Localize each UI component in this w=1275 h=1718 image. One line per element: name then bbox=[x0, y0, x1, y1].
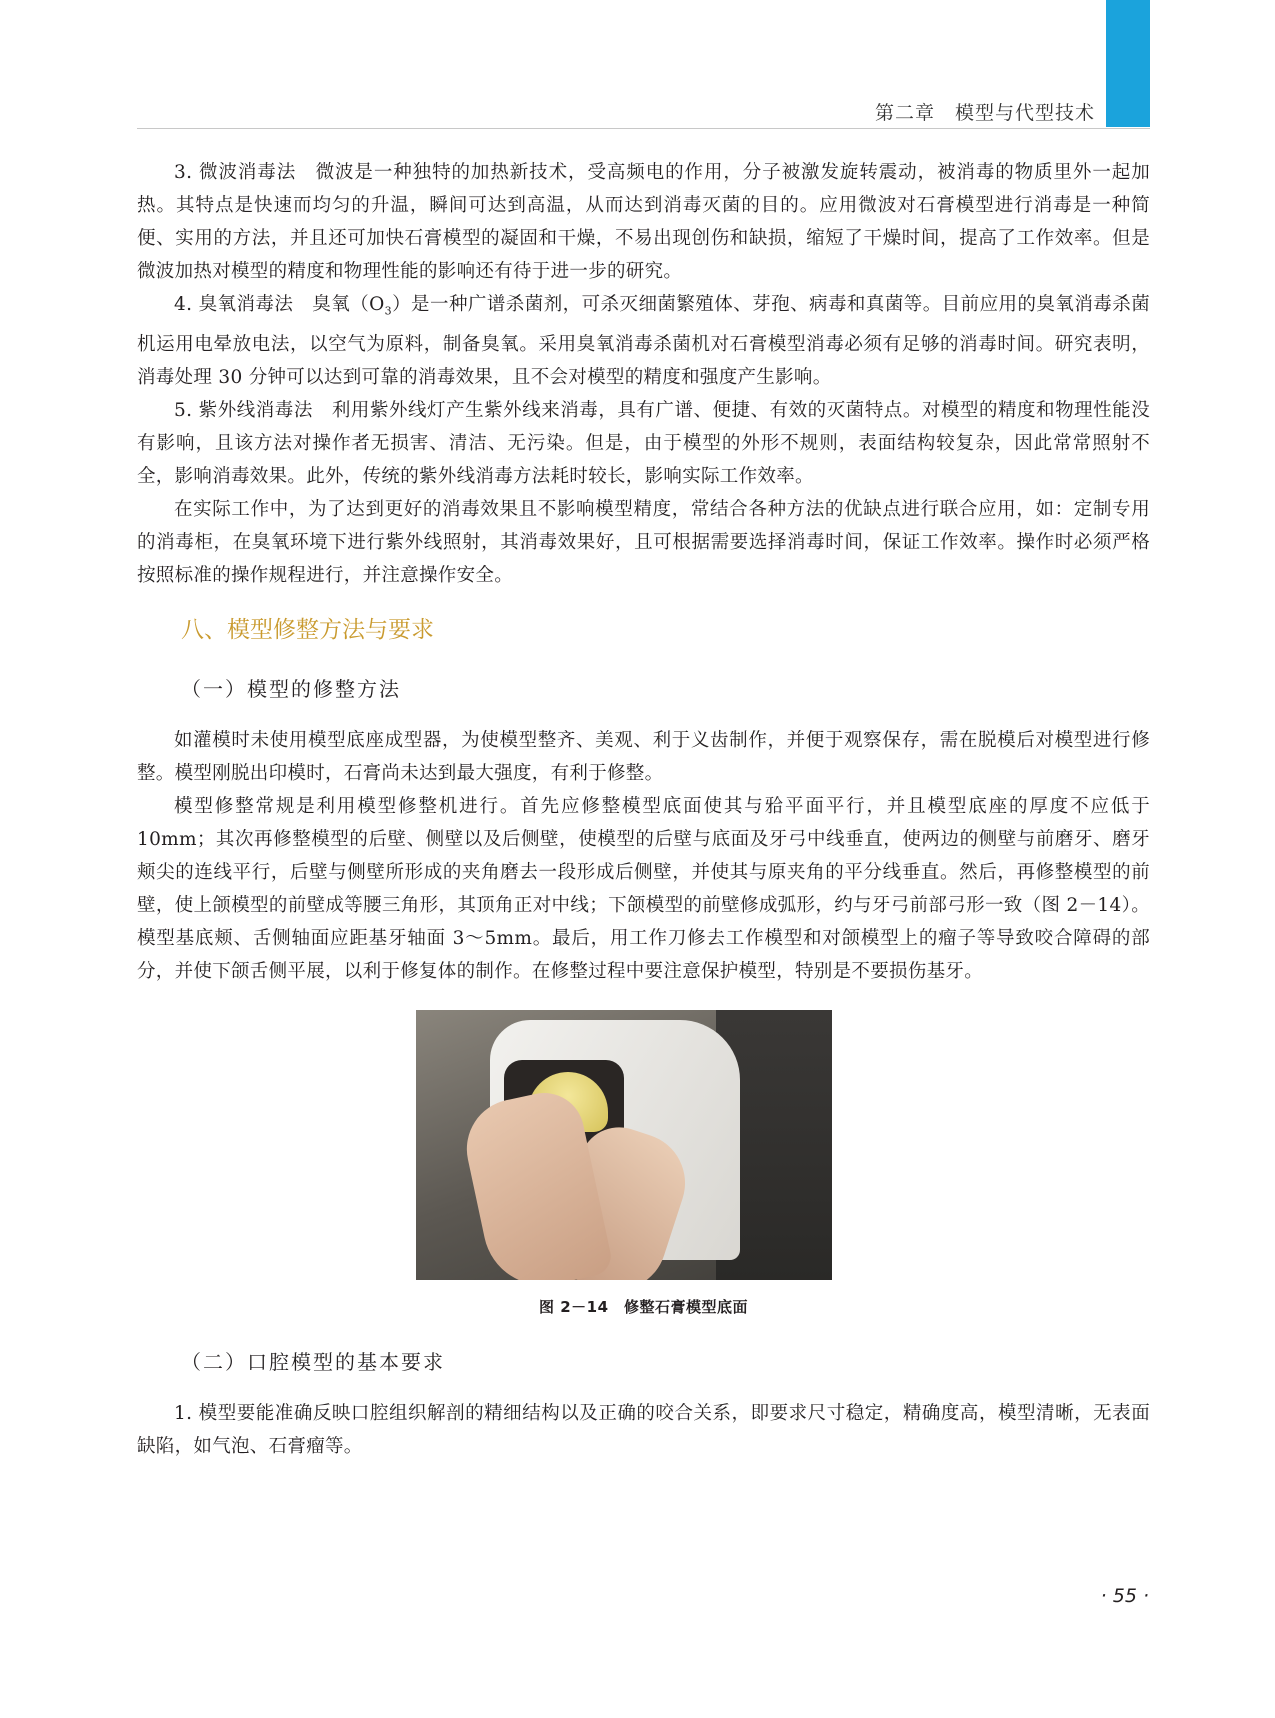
page-content bbox=[137, 156, 1150, 1463]
paragraph-trimming-steps: 模型修整常规是利用模型修整机进行。首先应修整模型底面使其与𬌗平面平行，并且模型底座的厚度不应低于 10mm；其次再修整模型的后壁、侧壁以及后侧壁，使模型的后壁与底面及牙弓中线垂直，使两边的侧壁与前磨牙、磨牙颊尖的连线平行，后壁与侧壁所形成的夹角磨去一段形成后侧壁，并使其与原夹角的平分线垂直。然后，再修整模型的前壁，使上颌模型的前壁成等腰三角形，其顶角正对中线；下颌模型的前壁修成弧形，约与牙弓前部弓形一致（图 2－14）。模型基底颊、舌侧轴面应距基牙轴面 3～5mm。最后，用工作刀修去工作模型和对颌模型上的瘤子等导致咬合障碍的部分，并使下颌舌侧平展，以利于修复体的制作。在修整过程中要注意保护模型，特别是不要损伤基牙。 bbox=[137, 795, 1150, 982]
paragraph-microwave: 3. 微波消毒法 微波是一种独特的加热新技术，受高频电的作用，分子被激发旋转震动，被消毒的物质里外一起加热。其特点是快速而均匀的升温，瞬间可达到高温，从而达到消毒灭菌的目的。应用微波对石膏模型进行消毒是一种简便、实用的方法，并且还可加快石膏模型的凝固和干燥，不易出现创伤和缺损，缩短了干燥时间，提高了工作效率。但是微波加热对模型的精度和物理性能的影响还有待于进一步的研究。 bbox=[137, 162, 1150, 282]
figure-caption: 图 2－14 修整石膏模型底面 bbox=[538, 1297, 749, 1316]
page-number: · 55 · bbox=[1100, 1585, 1149, 1607]
chapter-tab-marker bbox=[1106, 0, 1150, 127]
running-header: 第二章 模型与代型技术 bbox=[874, 102, 1095, 124]
paragraph-ozone: 4. 臭氧消毒法 臭氧$(O_3)$是一种广谱杀菌剂，可杀灭细菌繁殖体、芽孢、病毒和真菌等。目前应用的臭氧消毒杀菌机运用电晕放电法，以空气为原料，制备臭氧。采用臭氧消毒杀菌机对石膏模型消毒必须有足够的消毒时间。研究表明，消毒处理 30 分钟可以达到可靠的消毒效果，且不会对模型的精度和强度产生影响。 bbox=[137, 294, 1150, 388]
paragraph-uv: 5. 紫外线消毒法 利用紫外线灯产生紫外线来消毒，具有广谱、便捷、有效的灭菌特点。对模型的精度和物理性能没有影响，且该方法对操作者无损害、清洁、无污染。但是，由于模型的外形不规则，表面结构较复杂，因此常常照射不全，影响消毒效果。此外，传统的紫外线消毒方法耗时较长，影响实际工作效率。 bbox=[137, 399, 1150, 487]
subheading-trimming-methods: （一）模型的修整方法 bbox=[181, 676, 401, 701]
header-divider bbox=[137, 128, 1150, 129]
subheading-basic-requirements: （二）口腔模型的基本要求 bbox=[181, 1349, 445, 1374]
paragraph-combined: 在实际工作中，为了达到更好的消毒效果且不影响模型精度，常结合各种方法的优缺点进行联合应用，如：定制专用的消毒柜，在臭氧环境下进行紫外线照射，其消毒效果好，且可根据需要选择消毒时间，保证工作效率。操作时必须严格按照标准的操作规程进行，并注意操作安全。 bbox=[137, 498, 1150, 586]
paragraph-trimming-intro: 如灌模时未使用模型底座成型器，为使模型整齐、美观、利于义齿制作，并便于观察保存，需在脱模后对模型进行修整。模型刚脱出印模时，石膏尚未达到最大强度，有利于修整。 bbox=[137, 729, 1150, 784]
section-heading: 八、模型修整方法与要求 bbox=[181, 616, 434, 643]
figure-photo bbox=[416, 1010, 832, 1280]
paragraph-requirement-1: 1. 模型要能准确反映口腔组织解剖的精细结构以及正确的咬合关系，即要求尺寸稳定，精确度高，模型清晰，无表面缺陷，如气泡、石膏瘤等。 bbox=[137, 1402, 1150, 1457]
